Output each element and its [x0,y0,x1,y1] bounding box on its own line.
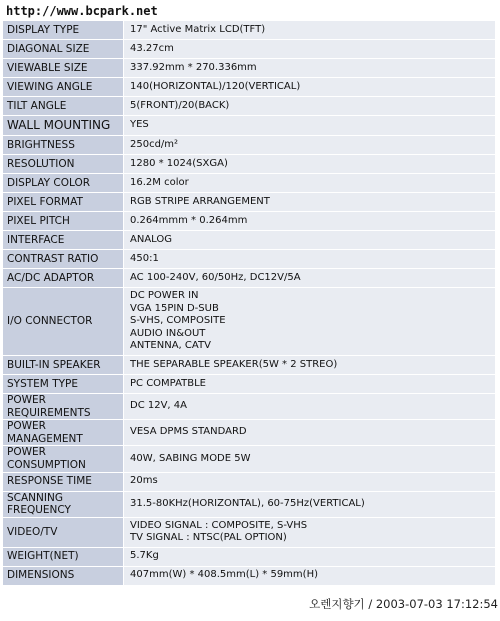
spec-value: DC 12V, 4A [124,394,496,420]
spec-row [3,174,496,193]
spec-value: VIDEO SIGNAL : COMPOSITE, S-VHS TV SIGNAL : NTSC(PAL OPTION) [124,517,496,547]
spec-row [3,356,496,375]
spec-value: AC 100-240V, 60/50Hz, DC12V/5A [124,269,496,288]
spec-row [3,420,496,446]
spec-value: 20ms [124,472,496,491]
spec-value: 140(HORIZONTAL)/120(VERTICAL) [124,78,496,97]
spec-row [3,250,496,269]
spec-value: YES [124,116,496,136]
spec-row [3,40,496,59]
spec-value: 5.7Kg [124,547,496,566]
spec-label: I/O CONNECTOR [3,288,124,356]
spec-row [3,97,496,116]
spec-label: DIMENSIONS [3,566,124,585]
spec-label: VIEWING ANGLE [3,78,124,97]
spec-row [3,231,496,250]
spec-row [3,78,496,97]
spec-label: INTERFACE [3,231,124,250]
spec-row [3,375,496,394]
spec-value: 250cd/m² [124,136,496,155]
spec-value: 0.264mmm * 0.264mm [124,212,496,231]
spec-value: 1280 * 1024(SXGA) [124,155,496,174]
spec-value: 40W, SABING MODE 5W [124,446,496,472]
spec-row [3,517,496,547]
spec-label: WEIGHT(NET) [3,547,124,566]
spec-label: BRIGHTNESS [3,136,124,155]
spec-row [3,136,496,155]
spec-row [3,193,496,212]
spec-value: VESA DPMS STANDARD [124,420,496,446]
spec-label: POWER REQUIREMENTS [3,394,124,420]
spec-row [3,547,496,566]
author-date-stamp: 오렌지향기 / 2003-07-03 17:12:54 [309,597,498,611]
spec-label: SCANNING FREQUENCY [3,491,124,517]
spec-label: DISPLAY COLOR [3,174,124,193]
spec-value: 5(FRONT)/20(BACK) [124,97,496,116]
spec-label: TILT ANGLE [3,97,124,116]
spec-label: POWER MANAGEMENT [3,420,124,446]
spec-row [3,155,496,174]
spec-label: PIXEL PITCH [3,212,124,231]
spec-value: DC POWER IN VGA 15PIN D-SUB S-VHS, COMPOSITE AUDIO IN&OUT ANTENNA, CATV [124,288,496,356]
spec-table [2,20,496,586]
spec-label: RESPONSE TIME [3,472,124,491]
spec-row [3,491,496,517]
spec-label: POWER CONSUMPTION [3,446,124,472]
spec-value: THE SEPARABLE SPEAKER(5W * 2 STREO) [124,356,496,375]
spec-value: 31.5-80KHz(HORIZONTAL), 60-75Hz(VERTICAL) [124,491,496,517]
spec-value: 43.27cm [124,40,496,59]
spec-value: 16.2M color [124,174,496,193]
spec-label: AC/DC ADAPTOR [3,269,124,288]
spec-row [3,446,496,472]
spec-label: CONTRAST RATIO [3,250,124,269]
spec-value: ANALOG [124,231,496,250]
spec-row [3,566,496,585]
spec-value: 407mm(W) * 408.5mm(L) * 59mm(H) [124,566,496,585]
spec-row [3,394,496,420]
spec-value: 17" Active Matrix LCD(TFT) [124,21,496,40]
spec-label: SYSTEM TYPE [3,375,124,394]
spec-row [3,269,496,288]
spec-label: VIEWABLE SIZE [3,59,124,78]
spec-label: DISPLAY TYPE [3,21,124,40]
spec-row [3,59,496,78]
spec-row [3,21,496,40]
site-watermark: http://www.bcpark.net [6,4,158,18]
spec-row [3,288,496,356]
spec-table-body [3,21,496,586]
spec-label: RESOLUTION [3,155,124,174]
spec-value: RGB STRIPE ARRANGEMENT [124,193,496,212]
spec-row [3,116,496,136]
spec-label: WALL MOUNTING [3,116,124,136]
spec-label: DIAGONAL SIZE [3,40,124,59]
spec-row [3,472,496,491]
spec-value: 337.92mm * 270.336mm [124,59,496,78]
spec-label: BUILT-IN SPEAKER [3,356,124,375]
spec-value: 450:1 [124,250,496,269]
spec-value: PC COMPATBLE [124,375,496,394]
spec-label: VIDEO/TV [3,517,124,547]
spec-row [3,212,496,231]
spec-label: PIXEL FORMAT [3,193,124,212]
